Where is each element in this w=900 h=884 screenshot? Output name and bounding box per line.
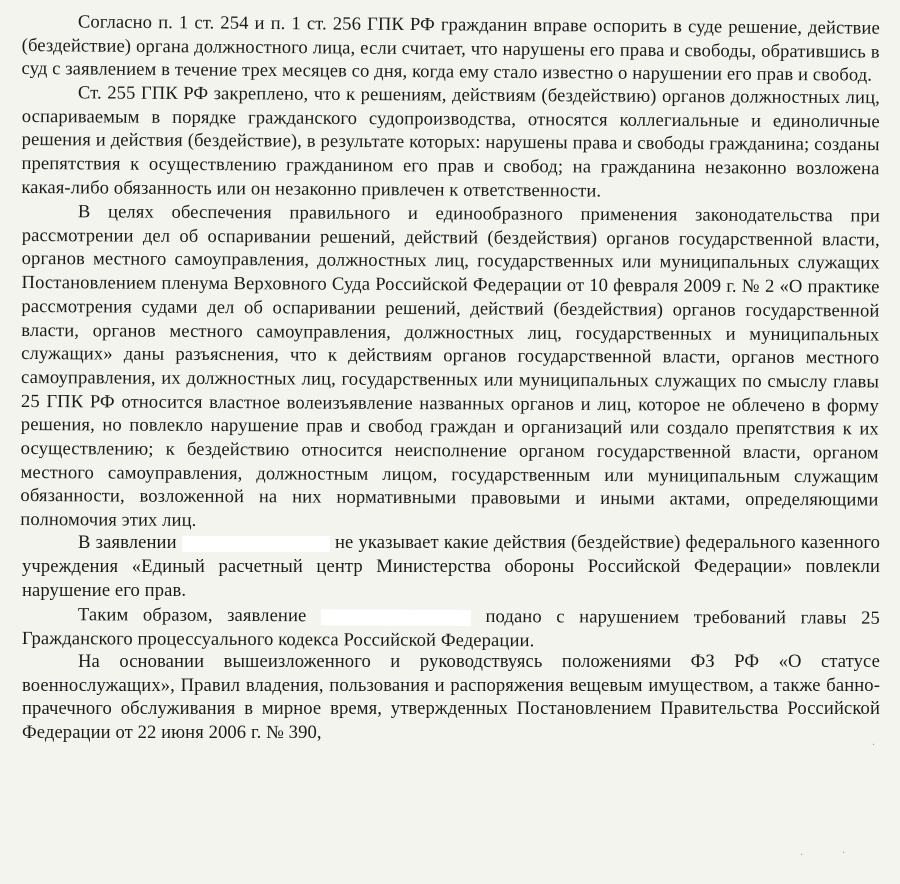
paragraph-5-lead: Таким образом, заявление [77,603,307,626]
scan-noise: · [800,850,804,861]
paragraph-4-lead: В заявлении [78,532,177,554]
paragraph-5 [22,603,880,654]
paragraph-2: Ст. 255 ГПК РФ закреплено, что к решениям, действиям (бездействию) органов должностных лиц, оспариваемым в порядке гражданского судопроизводства, относятся коллегиальные и единоличные решения и действия (бездействие), в результате которых: нарушены права и свободы гражданина; созданы препятствия к осуществлению гражданином его прав и свобод; на гражданина незаконно возложена какая-либо обязанность или он незаконно привлечен к ответственности. [21,82,880,202]
paragraph-6: На основании вышеизложенного и руководствуясь положениями ФЗ РФ «О статусе военнослужащих», Правил владения, пользования и распоряжения вещевым имуществом, а также банно-прачечного обслуживания в мирное время, утвержденных Постановлением Правительства Российской Федерации от 22 июня 2006 г. № 390, [22,650,880,744]
scan-noise: · [842,848,846,859]
paragraph-5-rest: подано с нарушением требований главы 25 Гражданского процессуального кодекса Российской Федерации. [21,605,880,651]
redaction-box [182,536,330,552]
scan-noise: · [872,740,876,751]
paragraph-1: Согласно п. 1 ст. 254 и п. 1 ст. 256 ГПК РФ гражданин вправе оспорить в суде решение, действие (бездействие) органа должностного лица, если считает, что нарушены его права и свободы, обратившись в суд с заявлением в течение трех месяцев со дня, когда ему стало известно о нарушении его прав и свобод. [21,11,880,87]
document-body [22,10,880,745]
paragraph-4 [22,531,880,602]
paragraph-4-rest: не указывает какие действия (бездействие) федерального казенного учреждения «Единый расчетный центр Министерства обороны Российской Федерации» повлекли нарушение его прав. [22,532,881,601]
redaction-box [321,609,471,626]
paragraph-3: В целях обеспечения правильного и единообразного применения законодательства при рассмотрении дел об оспаривании решений, действий (бездействия) органов государственной власти, органов местного самоуправления, должностных лиц, государственных или муниципальных служащих Постановлением пленума Верховного Суда Российской Федерации от 10 февраля 2009 г. № 2 «О практике рассмотрения судами дел об оспаривании решений, действий (бездействия) органов государственной власти, органов местного самоуправления, должностных лиц, государственных и муниципальных служащих» даны разъяснения, что к действиям органов государственной власти, органов местного самоуправления, их должностных лиц, государственных или муниципальных служащих по смыслу главы 25 ГПК РФ относится властное волеизъявление названных органов и лиц, которое не облечено в форму решения, но повлекло нарушение прав и свобод граждан и организаций или создало препятствия к их осуществлению; к бездействию относится неисполнение органом государственной власти, органом местного самоуправления, должностным лицом, государственным или муниципальным служащим обязанности, возложенной на них нормативными правовыми и иными актами, определяющими полномочия этих лиц. [20,200,880,531]
